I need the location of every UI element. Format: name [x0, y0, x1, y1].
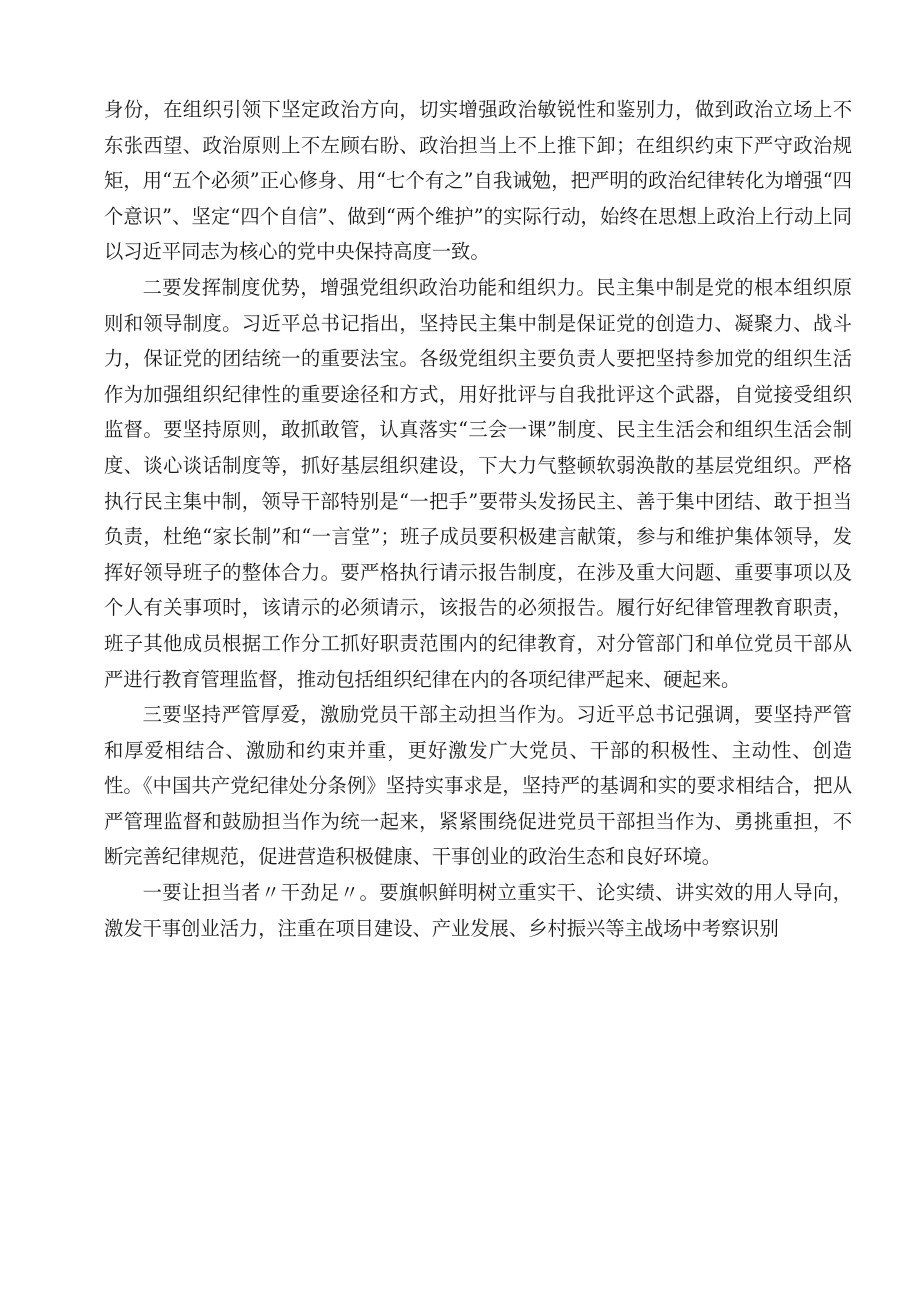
paragraph-1: 身份，在组织引领下坚定政治方向，切实增强政治敏锐性和鉴别力，做到政治立场上不东张西望、政治原则上不左顾右盼、政治担当上不上推下卸；在组织约束下严守政治规矩，用“五个必须”正心修身、用“七个有之”自我诫勉，把严明的政治纪律转化为增强“四个意识”、坚定“四个自信”、做到“两个维护”的实际行动，始终在思想上政治上行动上同以习近平同志为核心的党中央保持高度一致。: [104, 98, 852, 264]
paragraph-3: 三要坚持严管厚爱，激励党员干部主动担当作为。习近平总书记强调，要坚持严管和厚爱相结合、激励和约束并重，更好激发广大党员、干部的积极性、主动性、创造性。《中国共产党纪律处分条例》坚持实事求是，坚持严的基调和实的要求相结合，把从严管理监督和鼓励担当作为统一起来，紧紧围绕促进党员干部担当作为、勇挑重担，不断完善纪律规范，促进营造积极健康、干事创业的政治生态和良好环境。: [104, 703, 852, 869]
document-body: [104, 92, 852, 946]
paragraph-4: 一要让担当者〃干劲足〃。要旗帜鲜明树立重实干、论实绩、讲实效的用人导向，激发干事创业活力，注重在项目建设、产业发展、乡村振兴等主战场中考察识别: [104, 881, 852, 940]
paragraph-2: 二要发挥制度优势，增强党组织政治功能和组织力。民主集中制是党的根本组织原则和领导制度。习近平总书记指出，坚持民主集中制是保证党的创造力、凝聚力、战斗力，保证党的团结统一的重要法宝。各级党组织主要负责人要把坚持参加党的组织生活作为加强组织纪律性的重要途径和方式，用好批评与自我批评这个武器，自觉接受组织监督。要坚持原则，敢抓敢管，认真落实“三会一课”制度、民主生活会和组织生活会制度、谈心谈话制度等，抓好基层组织建设，下大力气整顿软弱涣散的基层党组织。严格执行民主集中制，领导干部特别是“一把手”要带头发扬民主、善于集中团结、敢于担当负责，杜绝“家长制”和“一言堂”；班子成员要积极建言献策，参与和维护集体领导，发挥好领导班子的整体合力。要严格执行请示报告制度，在涉及重大问题、重要事项以及个人有关事项时，该请示的必须请示，该报告的必须报告。履行好纪律管理教育职责，班子其他成员根据工作分工抓好职责范围内的纪律教育，对分管部门和单位党员干部从严进行教育管理监督，推动包括组织纪律在内的各项纪律严起来、硬起来。: [104, 275, 852, 691]
